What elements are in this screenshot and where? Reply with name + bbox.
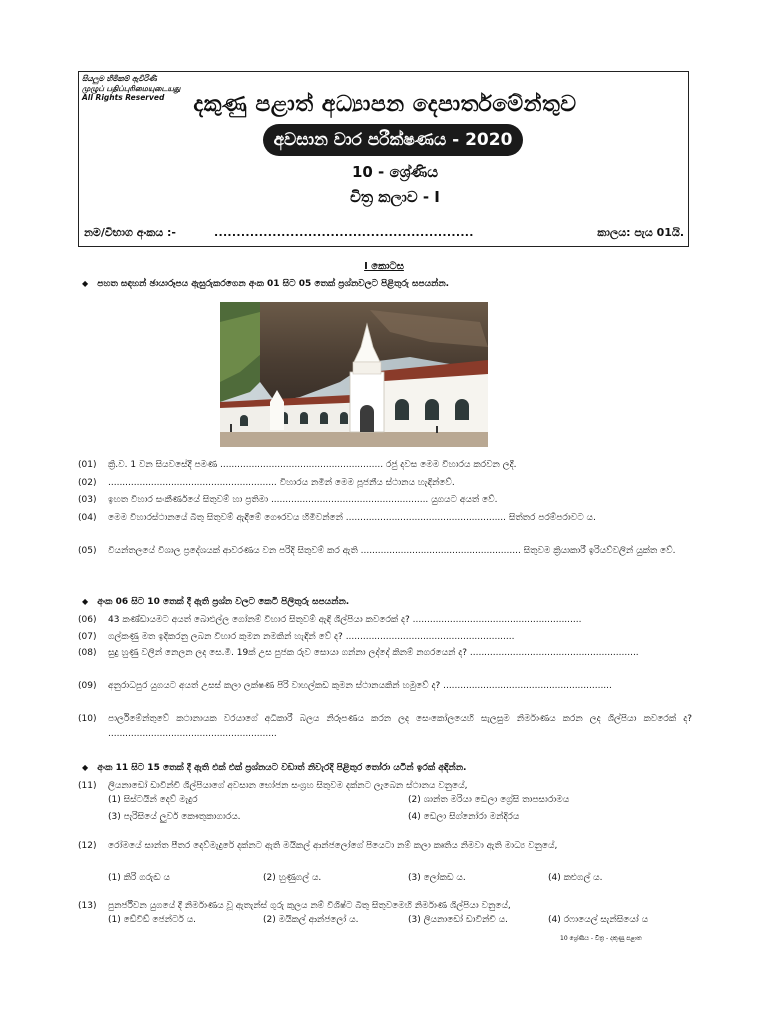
option-13-1[interactable]: (1) ඩේවිඩ් ජෙන්ටර් ය. [108,915,197,925]
option-12-4[interactable]: (4) කළුගල් ය. [548,873,603,883]
rights-tamil: முழுப் பதிப்புரிமையுடையது [82,83,181,93]
department-title: දකුණු පළාත් අධ්‍යාපන දෙපාර්තමේන්තුව [193,92,577,117]
option-11-4[interactable]: (4) ඩෙලා සිග්නෝරා මන්දිරය [408,812,520,822]
rights-sinhala: සියලුම හිමිකම් ඇවිරිණි [82,74,157,83]
option-13-3[interactable]: (3) ලියනාඩෝ ඩාවින්චි ය. [408,915,508,925]
section1-instruction: ◆ පහත සඳහන් ඡායාරූපය ඇසුරුකරගෙන අංක 01 සිට 05 තෙක් ප්‍රශ්නවලට පිළිතුරු සපයන්න. [82,279,450,289]
subject-label: චිත්‍ර කලාව - I [350,188,440,206]
option-12-3[interactable]: (3) ලෝකඩ ය. [408,873,466,883]
page-footer: 10 ශ්‍රේණිය - චිත්‍ර - දකුණු පළාත [560,935,642,942]
grade-label: 10 - ශ්‍රේණිය [351,163,439,181]
name-index-label: නම/විභාග අංකය :- [84,226,176,239]
name-index-field[interactable]: .......................................................... [214,226,474,239]
option-11-3[interactable]: (3) පැරිසියේ ලුවර් කෞතුකාගාරය. [108,812,241,822]
option-12-1[interactable]: (1) කිරි ගරුඬ ය [108,873,170,883]
exam-title: අවසාන වාර පරීක්ෂණය - 2020 [263,124,523,156]
bullet-icon: ◆ [82,763,89,772]
section2-instruction: ◆ අංක 06 සිට 10 තෙක් දී ඇති ප්‍රශ්න වලට කෙටි පිලිතුරු සපයන්න. [82,597,350,607]
option-11-2[interactable]: (2) ශාන්ත මරියා ඩෙලා ග්‍රේසි තාපසාරාමය [408,795,570,805]
part-title: I කොටස [364,261,404,272]
section3-instruction: ◆ අංක 11 සිට 15 තෙක් දී ඇති එක් එක් ප්‍රශ්නයට වඩාත් නිවැරදි පිළිතුර තෝරා යටින් ඉරක් අඳින්න. [82,763,467,773]
time-label: කාලය: පැය 01යි. [597,226,684,239]
rights-english: All Rights Reserved [82,93,165,102]
option-13-4[interactable]: (4) රෆායෙල් සැන්සියෝ ය [548,915,649,925]
option-12-2[interactable]: (2) හුණුගල් ය. [263,873,322,883]
temple-photo [220,302,488,447]
option-13-2[interactable]: (2) මයිකල් ආන්ජලෝ ය. [263,915,359,925]
bullet-icon: ◆ [82,279,89,288]
option-11-1[interactable]: (1) සිස්ටයින් දෙව් මැදුර [108,795,198,805]
bullet-icon: ◆ [82,597,89,606]
